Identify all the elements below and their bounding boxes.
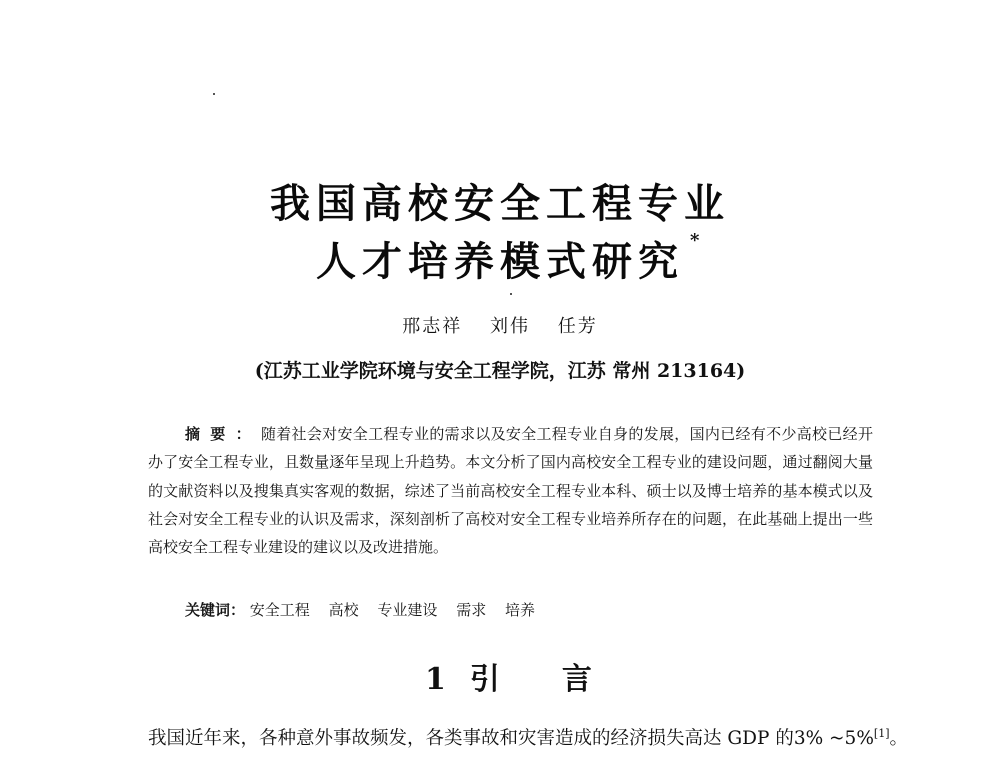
section-heading (425, 654, 654, 698)
section-number: 1 (425, 662, 446, 697)
citation-marker: [1] (873, 726, 890, 740)
title-footnote-mark: * (690, 230, 700, 251)
paper-title-line-2: 人才培养模式研究 (316, 238, 684, 285)
author-affiliation: (江苏工业学院环境与安全工程学院，江苏 常州 213164) (254, 360, 746, 382)
keyword: 培养 (504, 601, 535, 619)
body-text: 我国近年来，各种意外事故频发，各类事故和灾害造成的经济损失高达 GDP 的3% ~5% (148, 728, 874, 749)
author-name: 邢志祥 (402, 316, 463, 337)
keywords-line (185, 599, 549, 620)
keyword: 需求 (456, 601, 487, 619)
keywords-label: 关键词： (185, 601, 246, 619)
author-name: 任芳 (557, 316, 598, 337)
author-list (0, 312, 1000, 338)
abstract-label: 摘要： (185, 425, 261, 443)
keyword: 专业建设 (377, 601, 438, 619)
body-text-end: 。 (889, 728, 909, 749)
keyword: 高校 (328, 601, 359, 619)
abstract-text: 随着社会对安全工程专业的需求以及安全工程专业自身的发展，国内已经有不少高校已经开办了安全工程专业，且数量逐年呈现上升趋势。本文分析了国内高校安全工程专业的建设问题，通过翻阅大量的文献资料以及搜集真实客观的数据，综述了当前高校安全工程专业本科、硕士以及博士培养的基本模式以及社会对安全工程专业的认识及需求，深刻剖析了高校对安全工程专业培养所存在的问题，在此基础上提出一些高校安全工程专业建设的建议以及改进措施。 (148, 425, 873, 557)
scan-speck (510, 293, 512, 295)
author-name: 刘伟 (490, 316, 530, 337)
keyword: 安全工程 (249, 601, 310, 619)
abstract-paragraph (148, 420, 873, 561)
section-title: 引言 (469, 662, 654, 697)
scan-speck (213, 93, 215, 95)
paper-title-line-1: 我国高校安全工程专业 (270, 180, 730, 227)
body-first-line (148, 724, 908, 750)
